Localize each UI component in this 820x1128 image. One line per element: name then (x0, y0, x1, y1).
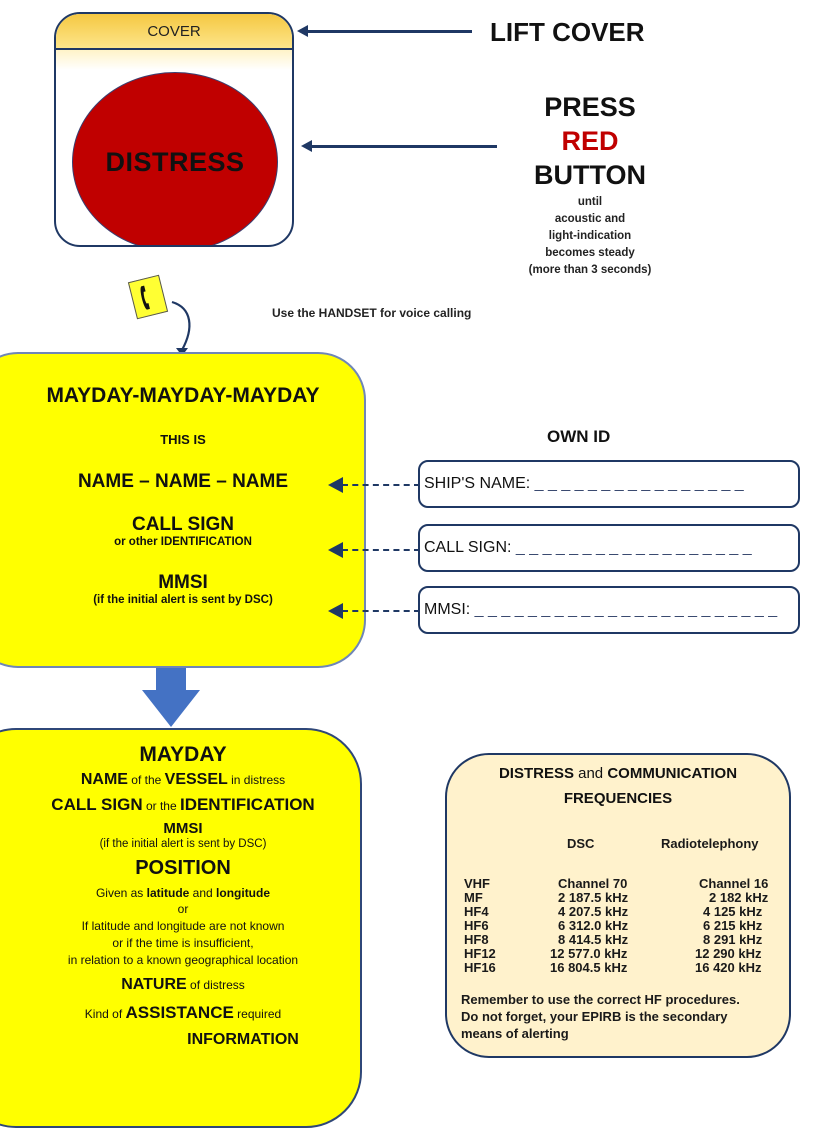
dsc-vhf: Channel 70 (558, 876, 628, 891)
band-hf8: HF8 (464, 932, 489, 947)
position-line-1: Given as latitude and longitude (95, 886, 271, 900)
band-hf12: HF12 (464, 946, 496, 961)
until-line-3: light-indication (548, 230, 632, 242)
mmsi-title: MMSI (163, 820, 203, 837)
until-line-5: (more than 3 seconds) (528, 264, 652, 276)
band-hf6: HF6 (464, 918, 489, 933)
band-mf: MF (464, 890, 483, 905)
own-id-title: OWN ID (547, 427, 611, 446)
name-vessel-line: NAME of the VESSEL in distress (80, 771, 286, 788)
button-text: BUTTON (534, 160, 646, 190)
arrow-left-icon (328, 542, 343, 558)
call-sign-line: CALL SIGN or the IDENTIFICATION (51, 795, 315, 814)
position-line-2: or (177, 902, 189, 916)
press-text: PRESS (544, 92, 636, 122)
rt-hf6: 6 215 kHz (703, 918, 763, 933)
rt-hf12: 12 290 kHz (695, 946, 762, 961)
mmsi-field[interactable] (418, 586, 800, 634)
information-title: INFORMATION (187, 1031, 299, 1048)
dsc-hf4: 4 207.5 kHz (558, 904, 629, 919)
ships-name-field[interactable] (418, 460, 800, 508)
handset-note: Use the HANDSET for voice calling (272, 306, 472, 320)
dsc-hf6: 6 312.0 kHz (558, 918, 629, 933)
frequencies-box (445, 753, 791, 1058)
handset-glyph-icon (138, 283, 158, 312)
call-sign-field[interactable] (418, 524, 800, 572)
column-header-radiotelephony: Radiotelephony (661, 836, 759, 851)
handset-cord-icon (170, 300, 200, 358)
rt-hf8: 8 291 kHz (703, 932, 763, 947)
lift-cover-instruction: LIFT COVER (490, 17, 645, 47)
rt-hf16: 16 420 kHz (695, 960, 762, 975)
ships-name-blank[interactable]: _ _ _ _ _ _ _ _ _ _ _ _ _ _ _ _ (534, 475, 744, 492)
down-arrow-head-icon (142, 690, 200, 727)
call-sign-connector (328, 542, 420, 558)
band-hf16: HF16 (464, 960, 496, 975)
position-title: POSITION (135, 857, 231, 879)
note-line-1: Remember to use the correct HF procedures. (461, 992, 740, 1007)
call-sign-text: CALL SIGN (131, 514, 235, 535)
position-line-4: or if the time is insufficient, (112, 936, 254, 950)
mmsi-text: MMSI (158, 572, 208, 593)
band-vhf: VHF (464, 876, 490, 891)
note-line-3: means of alerting (461, 1026, 569, 1041)
rt-vhf: Channel 16 (699, 876, 769, 891)
arrow-left-icon (328, 477, 343, 493)
until-line-2: acoustic and (554, 213, 626, 225)
name-name-name-text: NAME – NAME – NAME (77, 471, 289, 492)
ships-name-connector (328, 477, 420, 493)
this-is-text: THIS IS (160, 432, 206, 447)
call-sign-label: CALL SIGN: (424, 539, 512, 556)
down-arrow-icon (156, 668, 186, 690)
column-header-dsc: DSC (567, 836, 595, 851)
rt-mf: 2 182 kHz (709, 890, 769, 905)
frequencies-title: DISTRESS and COMMUNICATION (498, 765, 738, 782)
mayday-message-content (2, 742, 364, 1052)
frequencies-title-line-2: FREQUENCIES (563, 790, 673, 807)
call-sign-blank[interactable]: _ _ _ _ _ _ _ _ _ _ _ _ _ _ _ _ _ _ (515, 539, 752, 556)
mayday-call-title: MAYDAY-MAYDAY-MAYDAY (46, 384, 320, 407)
note-line-2: Do not forget, your EPIRB is the secondary (461, 1009, 728, 1024)
band-hf4: HF4 (464, 904, 489, 919)
press-red-button-instruction (490, 90, 690, 279)
cover-gradient (56, 50, 292, 70)
dsc-hf16: 16 804.5 kHz (550, 960, 628, 975)
ships-name-label: SHIP'S NAME: (424, 475, 531, 492)
rt-hf4: 4 125 kHz (703, 904, 763, 919)
until-line-4: becomes steady (545, 247, 635, 259)
position-line-5: in relation to a known geographical location (67, 953, 299, 967)
mayday-call-box (0, 352, 366, 668)
dsc-mf: 2 187.5 kHz (558, 890, 629, 905)
mmsi-blank[interactable]: _ _ _ _ _ _ _ _ _ _ _ _ _ _ _ _ _ _ _ _ _ _ _ (474, 601, 778, 618)
distress-button-panel (54, 12, 294, 247)
mayday-title: MAYDAY (139, 743, 227, 766)
cover-label[interactable]: COVER (56, 14, 292, 50)
dsc-hf8: 8 414.5 kHz (558, 932, 629, 947)
mmsi-note: (if the initial alert is sent by DSC) (99, 838, 267, 850)
red-text: RED (561, 126, 619, 156)
call-sign-sub-text: or other IDENTIFICATION (114, 536, 252, 548)
mayday-message-box (0, 728, 362, 1128)
mmsi-sub-text: (if the initial alert is sent by DSC) (93, 594, 273, 606)
position-line-3: If latitude and longitude are not known (81, 919, 285, 933)
assistance-line: Kind of ASSISTANCE required (84, 1003, 282, 1022)
lift-cover-arrow (297, 25, 472, 37)
mmsi-label: MMSI: (424, 601, 471, 618)
until-line-1: until (577, 196, 603, 208)
dsc-hf12: 12 577.0 kHz (550, 946, 628, 961)
arrow-left-icon (328, 603, 343, 619)
distress-button[interactable]: DISTRESS (72, 72, 278, 247)
press-button-arrow (301, 140, 497, 152)
mmsi-connector (328, 603, 420, 619)
nature-line: NATURE of distress (121, 976, 245, 993)
telephone-handset-icon (128, 275, 168, 320)
